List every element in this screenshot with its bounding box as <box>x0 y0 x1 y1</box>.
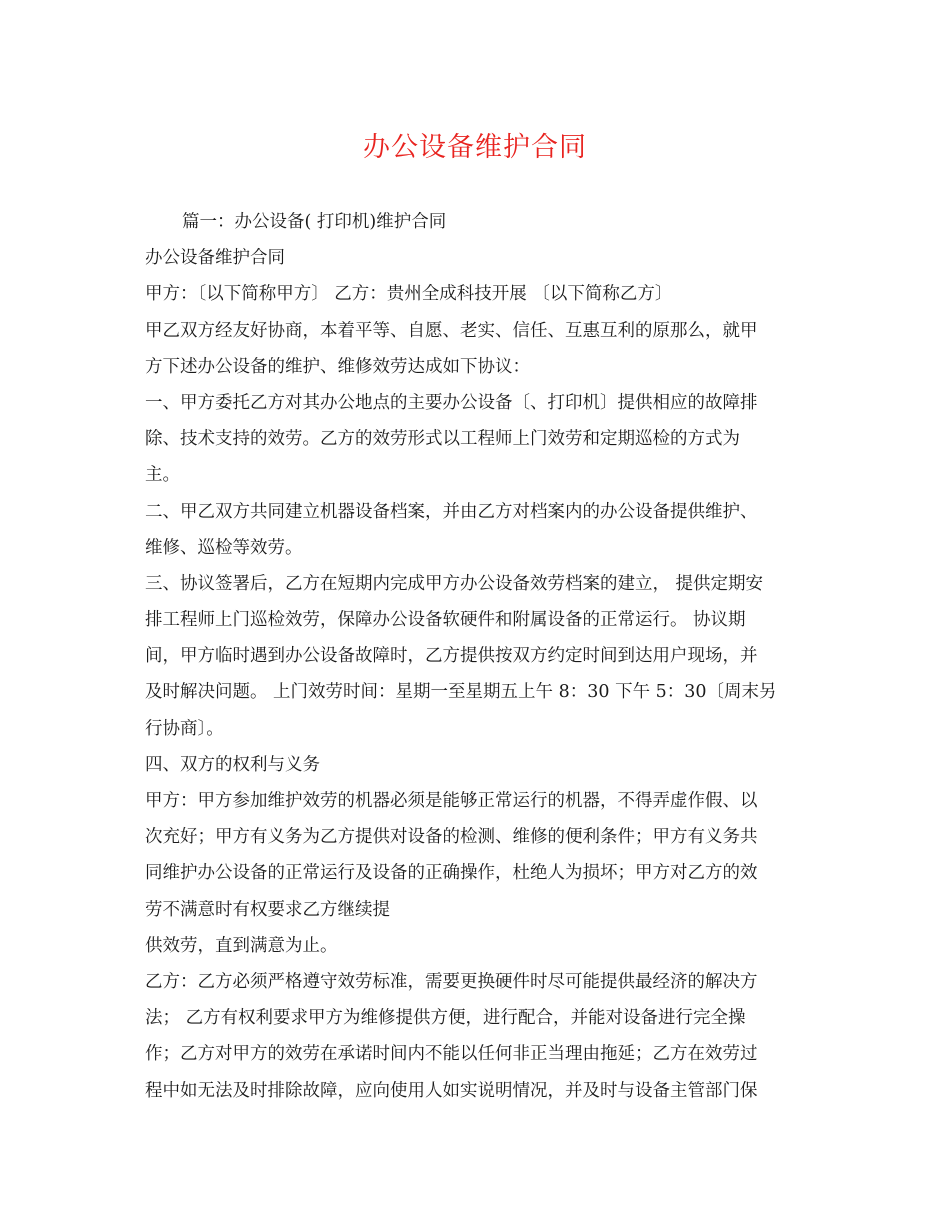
section-heading: 篇一：办公设备( 打印机)维护合同 <box>182 212 447 232</box>
clause-1-line: 一、甲方委托乙方对其办公地点的主要办公设备〔、打印机〕提供相应的故障排 <box>145 392 758 413</box>
paragraph-line: 甲乙双方经友好协商，本着平等、自愿、老实、信任、互惠互利的原那么，就甲 <box>145 320 758 341</box>
party-a-duties-line: 劳不满意时有权要求乙方继续提 <box>145 899 390 920</box>
clause-3-line: 排工程师上门巡检效劳，保障办公设备软硬件和附属设备的正常运行。 协议期 <box>145 610 746 631</box>
party-b-duties-line: 法； 乙方有权利要求甲方为维修提供方便，进行配合，并能对设备进行完全操 <box>145 1008 746 1029</box>
clause-1-line: 除、技术支持的效劳。乙方的效劳形式以工程师上门效劳和定期巡检的方式为 <box>145 429 740 450</box>
parties-line: 甲方：〔以下简称甲方〕 乙方：贵州全成科技开展 〔以下简称乙方〕 <box>145 284 673 305</box>
paragraph-line: 方下述办公设备的维护、维修效劳达成如下协议： <box>145 356 530 377</box>
party-b-duties-line: 程中如无法及时排除故障，应向使用人如实说明情况，并及时与设备主管部门保 <box>145 1080 758 1101</box>
clause-3-line: 间，甲方临时遇到办公设备故障时，乙方提供按双方约定时间到达用户现场，并 <box>145 646 758 667</box>
party-a-duties-line: 甲方：甲方参加维护效劳的机器必须是能够正常运行的机器，不得弄虚作假、以 <box>145 791 758 811</box>
clause-3-line: 三、协议签署后，乙方在短期内完成甲方办公设备效劳档案的建立， 提供定期安 <box>145 573 764 594</box>
clause-4-heading: 四、双方的权利与义务 <box>145 754 320 775</box>
clause-2-line: 二、甲乙双方共同建立机器设备档案，并由乙方对档案内的办公设备提供维护、 <box>145 501 758 522</box>
party-a-duties-line: 供效劳，直到满意为止。 <box>145 935 338 956</box>
clause-1-line: 主。 <box>145 465 180 486</box>
party-a-duties-line: 次充好；甲方有义务为乙方提供对设备的检测、维修的便利条件；甲方有义务共 <box>145 827 758 848</box>
document-title: 办公设备维护合同 <box>363 132 587 163</box>
party-b-duties-line: 作；乙方对甲方的效劳在承诺时间内不能以任何非正当理由拖延；乙方在效劳过 <box>145 1044 758 1065</box>
clause-3-line: 及时解决问题。 上门效劳时间：星期一至星期五上午 8：30 下午 5：30〔周末另 <box>145 682 777 703</box>
party-a-duties-line: 同维护办公设备的正常运行及设备的正确操作，杜绝人为损坏；甲方对乙方的效 <box>145 863 758 884</box>
contract-name: 办公设备维护合同 <box>145 248 285 269</box>
clause-2-line: 维修、巡检等效劳。 <box>145 537 303 558</box>
party-b-duties-line: 乙方：乙方必须严格遵守效劳标准，需要更换硬件时尽可能提供最经济的解决方 <box>145 971 758 992</box>
clause-3-line: 行协商〕。 <box>145 718 224 739</box>
document-body <box>145 204 810 1109</box>
